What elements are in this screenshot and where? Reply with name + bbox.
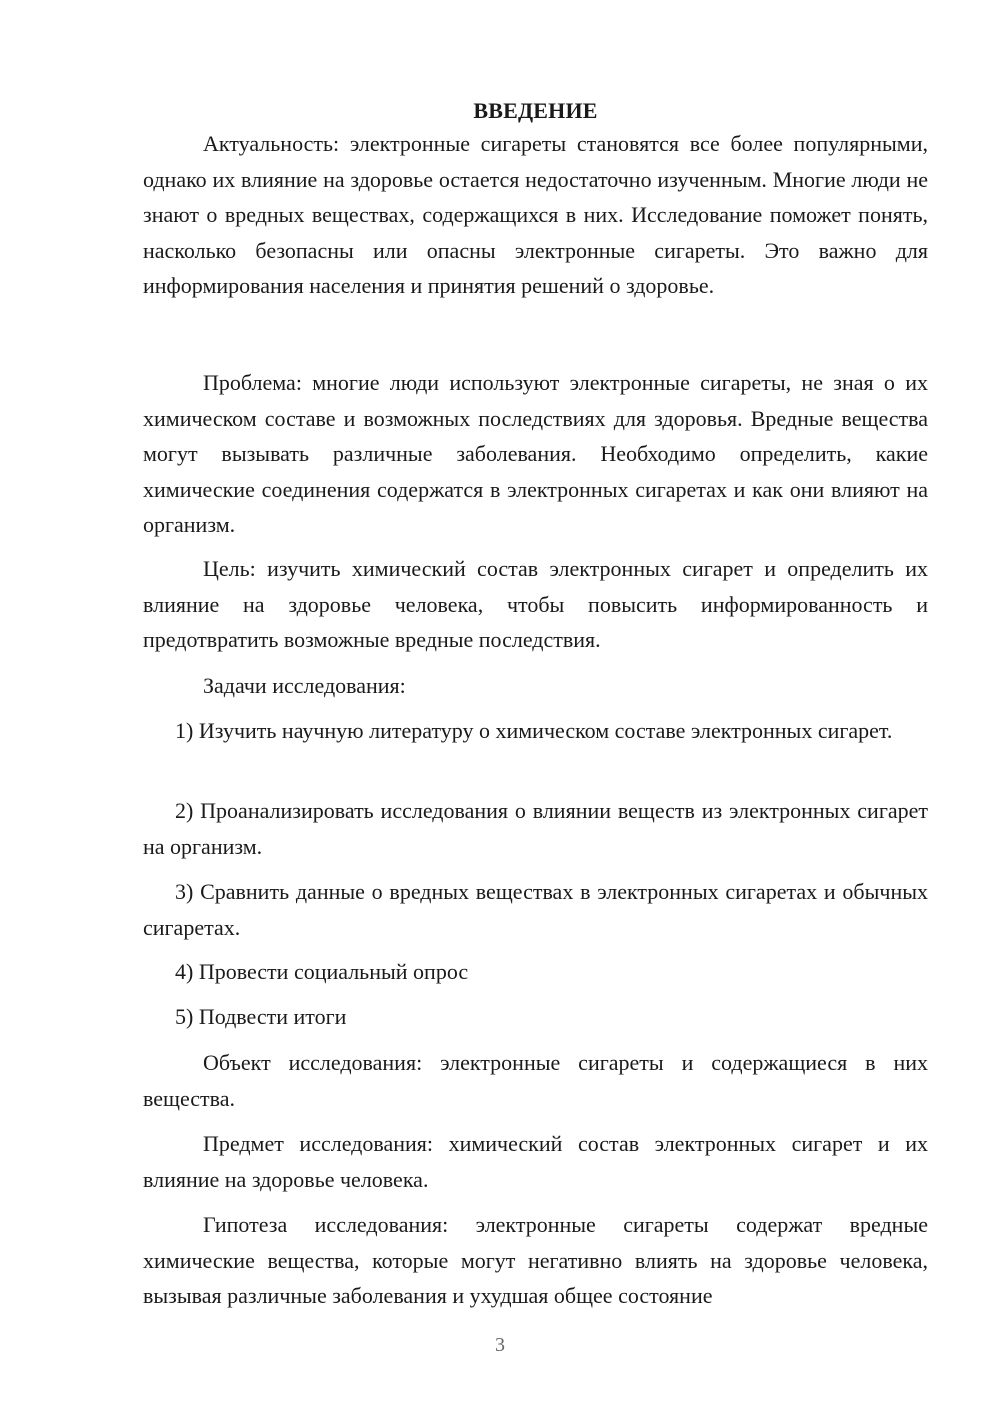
task-item-3: 3) Сравнить данные о вредных веществах в электронных сигаретах и обычных сигаретах. (143, 879, 928, 940)
paragraph-object: Объект исследования: электронные сигареты и содержащиеся в них вещества. (143, 1050, 928, 1111)
paragraph-subject: Предмет исследования: химический состав электронных сигарет и их влияние на здоровье человека. (143, 1131, 928, 1192)
page-title: ВВЕДЕНИЕ (473, 98, 598, 123)
task-item-5: 5) Подвести итоги (175, 1004, 347, 1029)
task-item-4: 4) Провести социальный опрос (175, 959, 469, 984)
page-number: 3 (495, 1334, 505, 1356)
paragraph-hypothesis: Гипотеза исследования: электронные сигареты содержат вредные химические вещества, которые могут негативно влиять на здоровье человека, вызывая различные заболевания и ухудшая общее состояние (143, 1212, 928, 1308)
paragraph-goal: Цель: изучить химический состав электронных сигарет и определить их влияние на здоровье человека, чтобы повысить информированность и предотвратить возможные вредные последствия. (143, 556, 928, 652)
task-item-1: 1) Изучить научную литературу о химическом составе электронных сигарет. (175, 718, 893, 743)
task-item-2: 2) Проанализировать исследования о влиянии веществ из электронных сигарет на организм. (143, 798, 928, 859)
paragraph-relevance: Актуальность: электронные сигареты становятся все более популярными, однако их влияние на здоровье остается недостаточно изученным. Многие люди не знают о вредных веществах, содержащихся в них. Исследование поможет понять, насколько безопасны или опасны электронные сигареты. Это важно для информирования населения и принятия решений о здоровье. (143, 131, 928, 298)
paragraph-problem: Проблема: многие люди используют электронные сигареты, не зная о их химическом составе и возможных последствиях для здоровья. Вредные вещества могут вызывать различные заболевания. Необходимо определить, какие химические соединения содержатся в электронных сигаретах и как они влияют на организм. (143, 370, 928, 537)
tasks-heading: Задачи исследования: (203, 673, 406, 698)
